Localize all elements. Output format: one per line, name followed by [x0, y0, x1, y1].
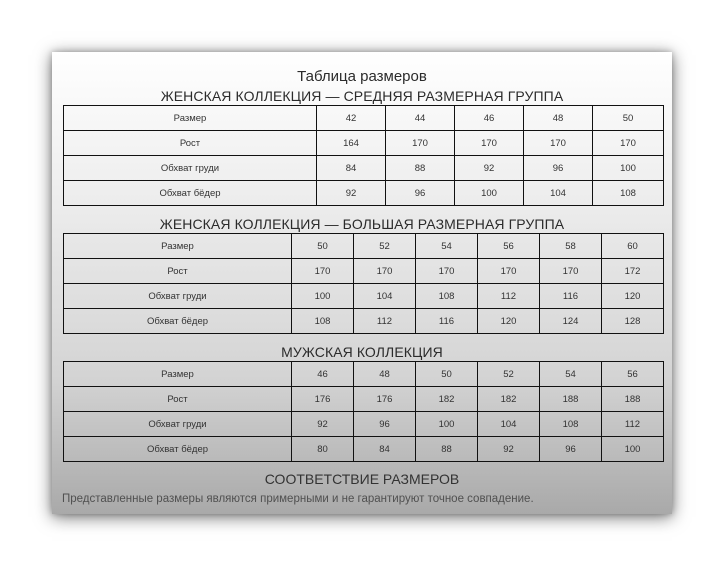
cell: 176	[292, 387, 354, 412]
cell: 116	[540, 284, 602, 309]
cell: 100	[593, 156, 664, 181]
cell: 112	[478, 284, 540, 309]
cell: 48	[354, 362, 416, 387]
cell: 108	[540, 412, 602, 437]
table-row	[64, 131, 664, 156]
cell: 170	[593, 131, 664, 156]
table-row	[64, 106, 664, 131]
cell: 112	[354, 309, 416, 334]
table-row	[64, 234, 664, 259]
size-correspondence-title: СООТВЕТСТВИЕ РАЗМЕРОВ	[264, 471, 460, 487]
women-medium-title: ЖЕНСКАЯ КОЛЛЕКЦИЯ — СРЕДНЯЯ РАЗМЕРНАЯ ГРУППА	[160, 88, 564, 104]
cell: 92	[292, 412, 354, 437]
table-row	[64, 284, 664, 309]
table-row	[64, 387, 664, 412]
cell: 104	[524, 181, 593, 206]
cell: 170	[524, 131, 593, 156]
cell: 108	[416, 284, 478, 309]
table-row	[64, 259, 664, 284]
cell: 188	[540, 387, 602, 412]
cell: 104	[478, 412, 540, 437]
row-label: Рост	[64, 259, 292, 284]
size-chart-card	[52, 52, 672, 514]
table-row	[64, 309, 664, 334]
cell: 96	[524, 156, 593, 181]
page-title: Таблица размеров	[297, 68, 427, 85]
cell: 84	[317, 156, 386, 181]
cell: 176	[354, 387, 416, 412]
cell: 46	[292, 362, 354, 387]
cell: 128	[602, 309, 664, 334]
cell: 60	[602, 234, 664, 259]
table-row	[64, 437, 664, 462]
disclaimer-note: Представленные размеры являются примерными и не гарантируют точное совпадение.	[62, 493, 534, 505]
cell: 182	[478, 387, 540, 412]
cell: 80	[292, 437, 354, 462]
cell: 42	[317, 106, 386, 131]
cell: 104	[354, 284, 416, 309]
table-row	[64, 156, 664, 181]
row-label: Размер	[64, 234, 292, 259]
cell: 172	[602, 259, 664, 284]
women-medium-table	[63, 105, 664, 206]
table-row	[64, 181, 664, 206]
cell: 46	[455, 106, 524, 131]
men-collection-title: МУЖСКАЯ КОЛЛЕКЦИЯ	[281, 344, 443, 360]
cell: 182	[416, 387, 478, 412]
cell: 170	[540, 259, 602, 284]
row-label: Обхват груди	[64, 156, 317, 181]
cell: 88	[386, 156, 455, 181]
cell: 54	[416, 234, 478, 259]
cell: 92	[317, 181, 386, 206]
cell: 120	[602, 284, 664, 309]
cell: 170	[386, 131, 455, 156]
row-label: Размер	[64, 106, 317, 131]
cell: 56	[478, 234, 540, 259]
cell: 84	[354, 437, 416, 462]
cell: 108	[292, 309, 354, 334]
cell: 170	[478, 259, 540, 284]
cell: 96	[540, 437, 602, 462]
cell: 108	[593, 181, 664, 206]
cell: 164	[317, 131, 386, 156]
women-large-table	[63, 233, 664, 334]
cell: 170	[292, 259, 354, 284]
cell: 188	[602, 387, 664, 412]
cell: 48	[524, 106, 593, 131]
cell: 52	[478, 362, 540, 387]
cell: 100	[602, 437, 664, 462]
cell: 44	[386, 106, 455, 131]
cell: 50	[292, 234, 354, 259]
cell: 56	[602, 362, 664, 387]
cell: 170	[416, 259, 478, 284]
cell: 116	[416, 309, 478, 334]
cell: 50	[416, 362, 478, 387]
row-label: Размер	[64, 362, 292, 387]
row-label: Обхват груди	[64, 412, 292, 437]
cell: 100	[416, 412, 478, 437]
row-label: Обхват груди	[64, 284, 292, 309]
women-large-title: ЖЕНСКАЯ КОЛЛЕКЦИЯ — БОЛЬШАЯ РАЗМЕРНАЯ ГРУППА	[159, 216, 565, 232]
table-row	[64, 412, 664, 437]
cell: 170	[455, 131, 524, 156]
cell: 92	[455, 156, 524, 181]
table-row	[64, 362, 664, 387]
row-label: Обхват бёдер	[64, 309, 292, 334]
cell: 54	[540, 362, 602, 387]
cell: 120	[478, 309, 540, 334]
cell: 124	[540, 309, 602, 334]
row-label: Рост	[64, 131, 317, 156]
cell: 112	[602, 412, 664, 437]
cell: 50	[593, 106, 664, 131]
cell: 52	[354, 234, 416, 259]
cell: 100	[455, 181, 524, 206]
cell: 170	[354, 259, 416, 284]
row-label: Обхват бёдер	[64, 181, 317, 206]
cell: 92	[478, 437, 540, 462]
men-collection-table	[63, 361, 664, 462]
cell: 100	[292, 284, 354, 309]
cell: 88	[416, 437, 478, 462]
row-label: Обхват бёдер	[64, 437, 292, 462]
row-label: Рост	[64, 387, 292, 412]
cell: 96	[386, 181, 455, 206]
cell: 96	[354, 412, 416, 437]
cell: 58	[540, 234, 602, 259]
